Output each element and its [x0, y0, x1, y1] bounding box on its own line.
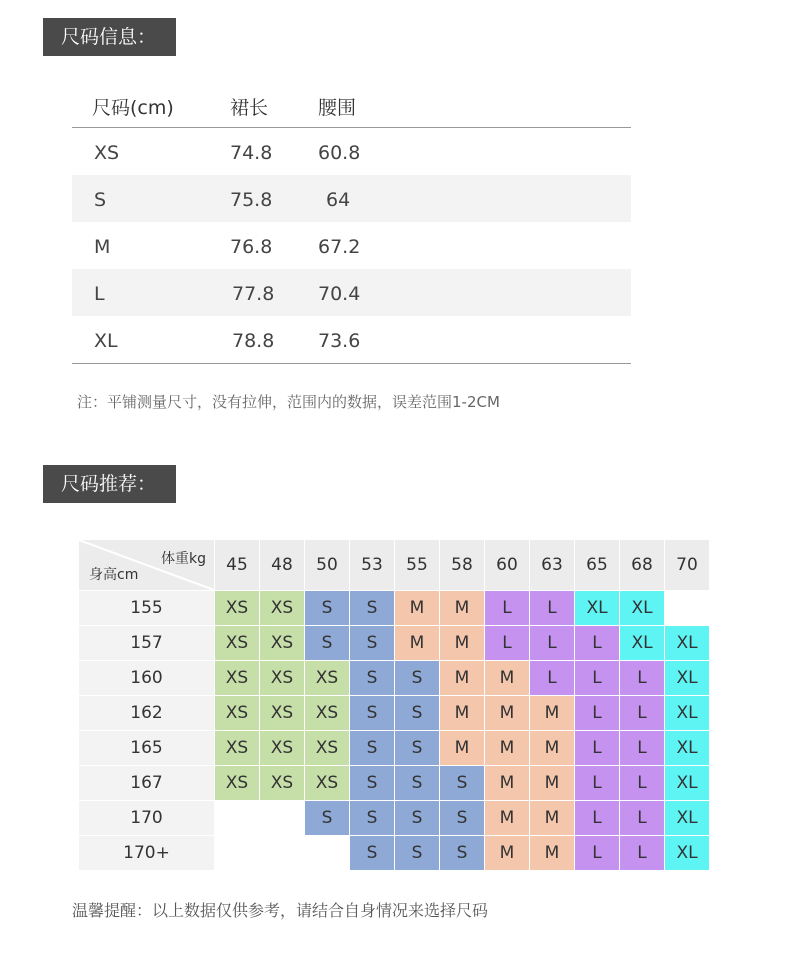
size-cell: S	[395, 696, 439, 730]
size-cell: S	[350, 626, 394, 660]
size-recommend-label: 尺码推荐：	[43, 465, 176, 503]
size-cell: XS	[260, 591, 304, 625]
corner-height-label: 身高cm	[89, 567, 139, 583]
size-cell: M	[485, 836, 529, 870]
size-cell: XL	[94, 330, 118, 352]
size-cell: L	[485, 626, 529, 660]
size-cell: M	[485, 766, 529, 800]
grid-row	[79, 696, 709, 730]
size-cell: XS	[260, 661, 304, 695]
header-length: 裙长	[230, 97, 269, 119]
size-recommend-grid	[78, 539, 710, 871]
weight-header: 50	[305, 540, 349, 590]
size-cell: L	[485, 591, 529, 625]
size-cell: L	[575, 696, 619, 730]
weight-header: 68	[620, 540, 664, 590]
size-cell: M	[485, 801, 529, 835]
size-cell: L	[620, 661, 664, 695]
size-cell: S	[305, 801, 349, 835]
size-cell: XL	[620, 626, 664, 660]
grid-corner	[79, 540, 214, 590]
height-header: 170+	[79, 836, 214, 870]
size-cell: XS	[260, 696, 304, 730]
height-header: 162	[79, 696, 214, 730]
size-cell: L	[530, 591, 574, 625]
size-info-label: 尺码信息：	[43, 18, 176, 56]
weight-header: 53	[350, 540, 394, 590]
size-cell: S	[395, 661, 439, 695]
height-header: 160	[79, 661, 214, 695]
size-cell: S	[395, 766, 439, 800]
header-waist: 腰围	[318, 97, 357, 119]
size-cell: XL	[665, 731, 709, 765]
height-header: 155	[79, 591, 214, 625]
size-cell: XS	[215, 661, 259, 695]
size-cell: S	[94, 189, 107, 211]
size-cell: M	[530, 801, 574, 835]
size-cell: S	[350, 801, 394, 835]
size-cell: S	[395, 836, 439, 870]
grid-row	[79, 626, 709, 660]
size-cell: XL	[665, 801, 709, 835]
size-cell: L	[575, 836, 619, 870]
height-header: 167	[79, 766, 214, 800]
weight-header: 48	[260, 540, 304, 590]
size-cell: S	[440, 801, 484, 835]
size-cell	[260, 801, 304, 835]
length-cell: 75.8	[230, 189, 273, 211]
size-info-note: 注：平铺测量尺寸，没有拉伸，范围内的数据，误差范围1-2CM	[77, 393, 500, 411]
size-cell: L	[620, 801, 664, 835]
length-cell: 78.8	[232, 330, 275, 352]
size-cell: S	[350, 766, 394, 800]
length-cell: 74.8	[230, 142, 273, 164]
size-cell: L	[575, 661, 619, 695]
size-cell: XS	[215, 591, 259, 625]
size-cell: M	[440, 661, 484, 695]
size-cell: S	[440, 766, 484, 800]
size-cell: M	[440, 591, 484, 625]
grid-header-row	[79, 540, 709, 590]
size-cell: L	[620, 696, 664, 730]
size-cell	[260, 836, 304, 870]
table-row	[72, 175, 631, 222]
size-cell: L	[575, 766, 619, 800]
grid-row	[79, 661, 709, 695]
size-cell: M	[395, 626, 439, 660]
size-cell: M	[440, 731, 484, 765]
weight-header: 58	[440, 540, 484, 590]
size-cell: XL	[620, 591, 664, 625]
size-cell: M	[440, 626, 484, 660]
size-cell: XS	[305, 661, 349, 695]
table-row	[72, 128, 631, 175]
size-cell: S	[350, 836, 394, 870]
waist-cell: 64	[326, 189, 351, 211]
size-cell: S	[440, 836, 484, 870]
size-cell: XL	[665, 766, 709, 800]
size-cell: XL	[665, 626, 709, 660]
size-cell: M	[530, 696, 574, 730]
size-cell: XL	[575, 591, 619, 625]
size-cell: M	[485, 696, 529, 730]
size-cell: M	[94, 236, 111, 258]
size-cell: XL	[665, 661, 709, 695]
table-row	[72, 316, 631, 364]
size-cell: M	[485, 731, 529, 765]
size-cell: XS	[215, 731, 259, 765]
size-cell: M	[530, 731, 574, 765]
size-cell: M	[440, 696, 484, 730]
size-cell: L	[620, 731, 664, 765]
recommend-note: 温馨提醒：以上数据仅供参考，请结合自身情况来选择尺码	[72, 901, 489, 920]
weight-header: 45	[215, 540, 259, 590]
length-cell: 76.8	[230, 236, 273, 258]
size-cell: S	[395, 801, 439, 835]
size-cell	[305, 836, 349, 870]
size-cell: XL	[665, 696, 709, 730]
weight-header: 65	[575, 540, 619, 590]
weight-header: 63	[530, 540, 574, 590]
header-size: 尺码(cm)	[92, 97, 174, 119]
table-row	[72, 222, 631, 269]
grid-row	[79, 766, 709, 800]
size-cell	[665, 591, 709, 625]
grid-row	[79, 591, 709, 625]
waist-cell: 73.6	[318, 330, 361, 352]
grid-row	[79, 801, 709, 835]
size-cell: M	[530, 836, 574, 870]
size-cell: S	[395, 731, 439, 765]
size-cell: S	[350, 591, 394, 625]
size-cell: S	[305, 626, 349, 660]
size-cell: XS	[215, 696, 259, 730]
size-cell: L	[530, 626, 574, 660]
size-cell: L	[94, 283, 105, 305]
waist-cell: 60.8	[318, 142, 361, 164]
size-cell: XS	[94, 142, 120, 164]
size-cell: XS	[260, 626, 304, 660]
size-cell	[215, 836, 259, 870]
size-cell: M	[395, 591, 439, 625]
length-cell: 77.8	[232, 283, 275, 305]
size-cell: S	[350, 731, 394, 765]
corner-weight-label: 体重kg	[161, 551, 206, 567]
size-cell: XL	[665, 836, 709, 870]
size-cell: XS	[305, 731, 349, 765]
table-row	[72, 269, 631, 316]
height-header: 157	[79, 626, 214, 660]
size-cell: L	[575, 626, 619, 660]
size-cell: S	[350, 696, 394, 730]
size-cell: L	[530, 661, 574, 695]
height-header: 165	[79, 731, 214, 765]
weight-header: 70	[665, 540, 709, 590]
size-cell: M	[530, 766, 574, 800]
size-cell: XS	[260, 731, 304, 765]
size-cell: XS	[305, 696, 349, 730]
grid-row	[79, 836, 709, 870]
size-info-header	[72, 80, 631, 128]
weight-header: 60	[485, 540, 529, 590]
size-cell: L	[620, 766, 664, 800]
size-cell: XS	[215, 766, 259, 800]
size-info-table	[72, 80, 631, 364]
size-cell: XS	[305, 766, 349, 800]
size-cell: L	[620, 836, 664, 870]
size-cell	[215, 801, 259, 835]
size-cell: XS	[260, 766, 304, 800]
size-cell: S	[305, 591, 349, 625]
grid-row	[79, 731, 709, 765]
size-cell: M	[485, 661, 529, 695]
waist-cell: 70.4	[318, 283, 361, 305]
size-cell: S	[350, 661, 394, 695]
height-header: 170	[79, 801, 214, 835]
size-cell: XS	[215, 626, 259, 660]
size-cell: L	[575, 731, 619, 765]
waist-cell: 67.2	[318, 236, 361, 258]
size-cell: L	[575, 801, 619, 835]
weight-header: 55	[395, 540, 439, 590]
